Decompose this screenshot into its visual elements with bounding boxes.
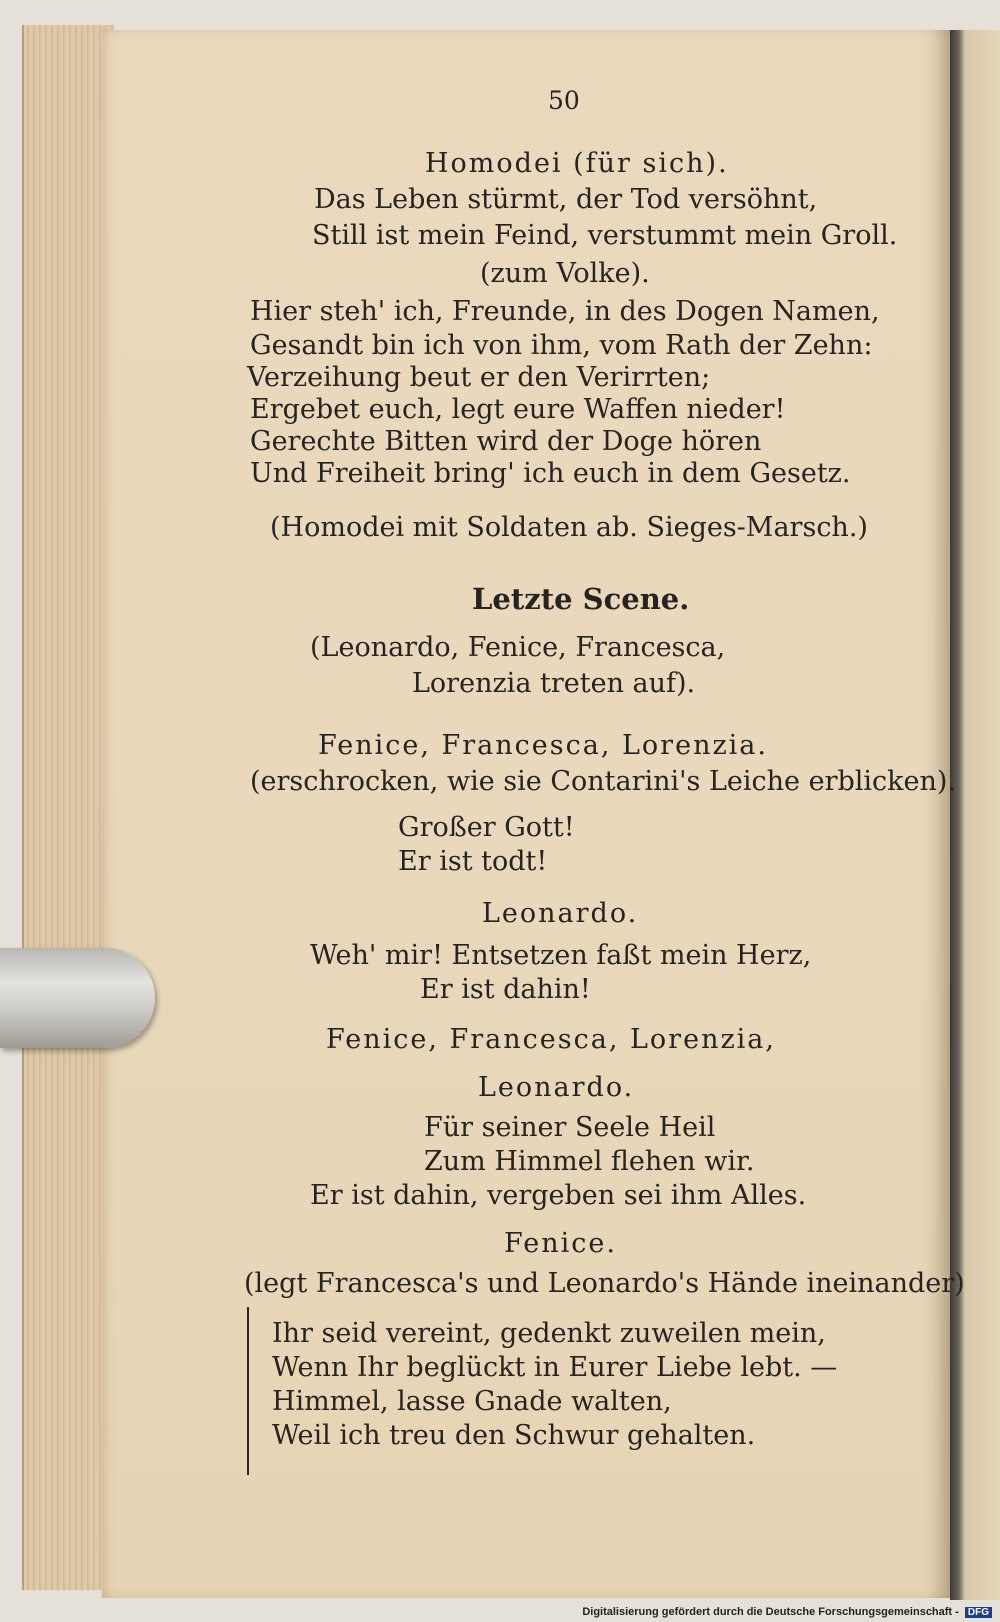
verse-line: Wenn Ihr beglückt in Eurer Liebe lebt. — — [272, 1352, 838, 1383]
verse-line: Zum Himmel flehen wir. — [424, 1146, 755, 1177]
dfg-logo: DFG — [965, 1607, 992, 1618]
verse-line: Er ist dahin, vergeben sei ihm Alles. — [310, 1180, 807, 1211]
verse-line: Weh' mir! Entsetzen faßt mein Herz, — [310, 940, 812, 971]
stage-direction: (Homodei mit Soldaten ab. Sieges-Marsch.) — [270, 512, 868, 543]
page-number: 50 — [548, 86, 580, 115]
scanner-clip — [0, 948, 155, 1048]
digitization-credit — [582, 1606, 992, 1618]
verse-line: Für seiner Seele Heil — [424, 1112, 716, 1143]
verse-line: Gerechte Bitten wird der Doge hören — [250, 426, 762, 457]
credit-text: Digitalisierung gefördert durch die Deutsche Forschungsgemeinschaft - — [582, 1606, 959, 1618]
verse-line: Gesandt bin ich von ihm, vom Rath der Zehn: — [250, 330, 873, 361]
speaker-line: Fenice. — [504, 1228, 617, 1259]
speaker-line: Homodei (für sich). — [425, 148, 729, 179]
verse-line: Er ist dahin! — [420, 974, 591, 1005]
verse-line: Er ist todt! — [398, 846, 548, 877]
verse-line: Weil ich treu den Schwur gehalten. — [272, 1420, 756, 1451]
verse-line: Himmel, lasse Gnade walten, — [272, 1386, 672, 1417]
stage-direction: Lorenzia treten auf). — [412, 668, 696, 699]
stage-direction: (erschrocken, wie sie Contarini's Leiche erblicken). — [250, 766, 957, 797]
speaker-line: Fenice, Francesca, Lorenzia. — [318, 730, 768, 761]
verse-line: Verzeihung beut er den Verirrten; — [247, 362, 711, 393]
speaker-line: Fenice, Francesca, Lorenzia, — [326, 1024, 776, 1055]
verse-line: Still ist mein Feind, verstummt mein Groll. — [312, 220, 898, 251]
verse-line: Ihr seid vereint, gedenkt zuweilen mein, — [272, 1318, 826, 1349]
verse-line: Großer Gott! — [398, 812, 575, 843]
scene-heading: Letzte Scene. — [472, 582, 690, 616]
verse-line: Ergebet euch, legt eure Waffen nieder! — [250, 394, 786, 425]
verse-line: Das Leben stürmt, der Tod versöhnt, — [314, 184, 818, 215]
speaker-line: Leonardo. — [482, 898, 639, 929]
verse-line: Und Freiheit bring' ich euch in dem Gesetz. — [250, 458, 851, 489]
verse-line: Hier steh' ich, Freunde, in des Dogen Namen, — [250, 296, 880, 327]
stage-direction: (legt Francesca's und Leonardo's Hände ineinander) — [244, 1268, 965, 1299]
margin-bracket — [247, 1307, 249, 1475]
page-stack-edge — [22, 25, 114, 1590]
stage-direction: (Leonardo, Fenice, Francesca, — [310, 632, 726, 663]
speaker-line: Leonardo. — [478, 1072, 635, 1103]
stage-direction: (zum Volke). — [480, 258, 650, 289]
facing-page-edge — [950, 30, 1000, 1600]
